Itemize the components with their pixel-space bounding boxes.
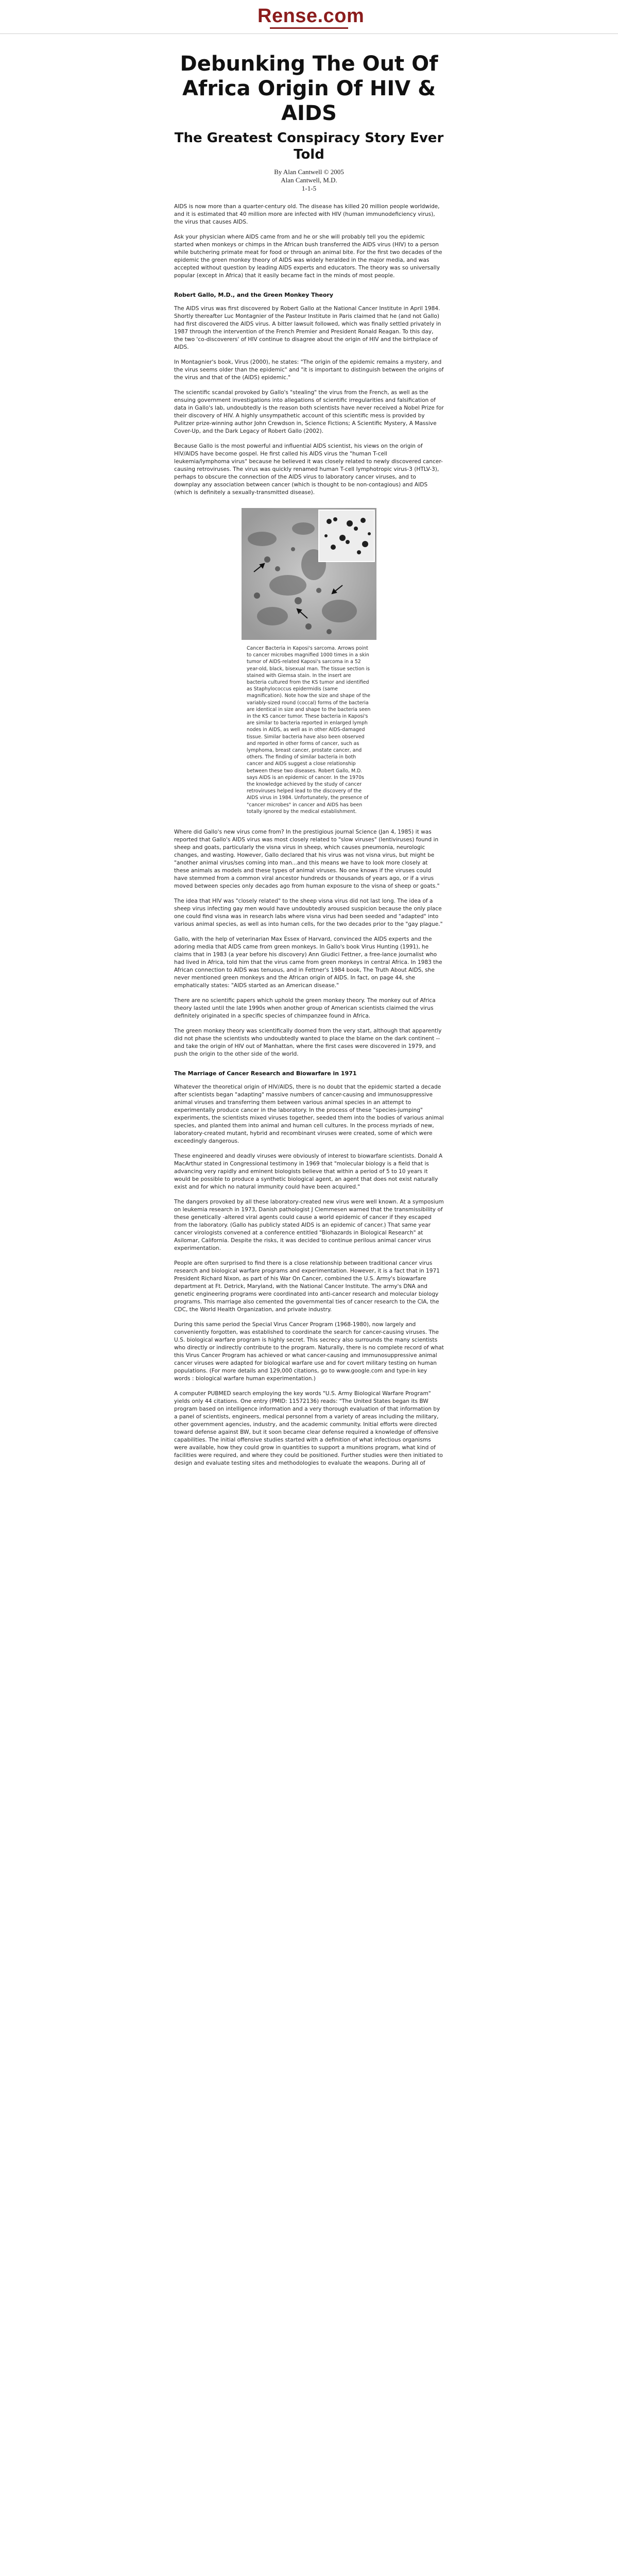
article-title: Debunking The Out Of Africa Origin Of HIV & AIDS	[180, 52, 438, 125]
article-body	[174, 203, 444, 1467]
byline-author-credential: Alan Cantwell, M.D.	[281, 176, 337, 184]
logo-underline	[270, 27, 348, 29]
paragraph: Where did Gallo's new virus come from? In the prestigious journal Science (Jan 4, 1985) it was reported that Gallo's AIDS virus was most closely related to "slow viruses" (lentiviruses) found in sheep and goats, particularly the visna virus in sheep, which causes pneumonia, neurologic changes, and wasting. However, Gallo declared that his virus was not visna virus, but might be "another animal virus/ses coming into man...and this means we have to look more closely at these animals as models and these types of animal viruses. No one knows if the viruses could have stemmed from a common viral ancestor hundreds or thousands of years ago, or if a virus moved between species only decades ago from human exposure to the visna of sheep or goats."	[174, 829, 440, 890]
paragraph: The dangers provoked by all these laboratory-created new virus were well known. At a symposium on leukemia research in 1973, Danish pathologist J Clemmesen warned that the transmissibility of these genetically -altered viral agents could cause a world epidemic of cancer if they escaped from the laboratory. (Gallo has publicly stated AIDS is an epidemic of cancer.) That same year cancer virologists convened at a conference entitled "Biohazards in Biological Research" at Asilomar, California. Despite the risks, it was decided to continue perilous animal cancer virus experimentation.	[174, 1199, 444, 1252]
paragraph: There are no scientific papers which uphold the green monkey theory. The monkey out of Africa theory lasted until the late 1990s when another group of American scientists claimed the virus definitely originated in a specific species of chimpanzee found in Africa.	[174, 997, 436, 1020]
section-heading: The Marriage of Cancer Research and Biowarfare in 1971	[174, 1070, 357, 1077]
paragraph: The idea that HIV was "closely related" to the sheep visna virus did not last long. The idea of a sheep virus infecting gay men would have undoubtedly aroused suspicion because the only place one could find visna was in research labs where visna virus had been seeded and "adapted" into various animal species, as well as into human cells, for the two decades prior to the "gay plague."	[174, 898, 443, 928]
site-logo[interactable]: Rense.com	[258, 5, 365, 27]
paragraph: The scientific scandal provoked by Gallo's "stealing" the virus from the French, as well as the ensuing government investigations into allegations of scientific irregularities and falsification of data in Gallo's lab, undoubtedly is the reason both scientists have never received a Nobel Prize for their discovery of HIV. A highly unsympathetic account of this scientific mess is provided by Pulitzer prize-winning author John Crewdson in, Science Fictions; A Scientific Mystery, A Massive Cover-Up, and the Dark Legacy of Robert Gallo (2002).	[174, 389, 444, 434]
paragraph: The AIDS virus was first discovered by Robert Gallo at the National Cancer Institute in April 1984. Shortly thereafter Luc Montagnier of the Pasteur Institute in Paris claimed that he (and not Gallo) had first discovered the AIDS virus. A bitter lawsuit followed, which was finally settled privately in 1987 through the intervention of the French Premier and President Ronald Reagan. To this day, the two 'co-discoverers' of HIV continue to disagree about the origin of HIV and the birthplace of AIDS.	[174, 306, 441, 350]
byline-author: By Alan Cantwell © 2005	[274, 168, 344, 176]
article	[174, 52, 444, 1475]
paragraph: These engineered and deadly viruses were obviously of interest to biowarfare scientists. Donald A MacArthur stated in Congressional testimony in 1969 that "molecular biology is a field that is advancing very rapidly and eminent biologists believe that within a period of 5 to 10 years it would be possible to produce a synthetic biological agent, an agent that does not exist naturally exist and for which no natural immunity could have been acquired."	[174, 1153, 443, 1191]
micrograph-photo	[242, 508, 376, 640]
paragraph: People are often surprised to find there is a close relationship between traditional cancer virus research and biological warfare programs and experimentation. However, it is a fact that in 1971 President Richard Nixon, as part of his War On Cancer, combined the U.S. Army's biowarfare department at Ft. Detrick, Maryland, with the National Cancer Institute. The army's DNA and genetic engineering programs were coordinated into anti-cancer research and molecular biology programs. This marriage also cemented the governmental ties of cancer research to the CIA, the CDC, the World Health Organization, and private industry.	[174, 1260, 440, 1313]
paragraph: Ask your physician where AIDS came from and he or she will probably tell you the epidemic started when monkeys or chimps in the African bush transferred the AIDS virus (HIV) to a person while butchering primate meat for food or through an animal bite. For the first two decades of the epidemic the green monkey theory of AIDS was widely heralded in the major media, and was accepted without question by leading AIDS experts and educators. The theory was so universally popular (except in Africa) that it easily became fact in the minds of most people.	[174, 234, 442, 279]
paragraph: AIDS is now more than a quarter-century old. The disease has killed 20 million people worldwide, and it is estimated that 40 million more are infected with HIV (human immunodeficiency virus), the virus that causes AIDS.	[174, 204, 440, 225]
site-header	[0, 0, 618, 34]
paragraph: Gallo, with the help of veterinarian Max Essex of Harvard, convinced the AIDS experts and the adoring media that AIDS came from green monkeys. In Gallo's book Virus Hunting (1991), he claims that in 1983 (a year before his discovery) Ann Giudici Fettner, a free-lance journalist who had lived in Africa, told him that the virus came from green monkeys in central Africa. In 1983 the African connection to AIDS was tenuous, and in Fettner's 1984 book, The Truth About AIDS, she never mentioned green monkeys and the African origin of AIDS. In fact, on page 44, she emphatically states: "AIDS started as an American disease."	[174, 936, 442, 989]
paragraph: During this same period the Special Virus Cancer Program (1968-1980), now largely and conveniently forgotten, was established to coordinate the search for cancer-causing viruses. The U.S. biological warfare program is highly secret. This secrecy also surrounds the many scientists who directly or indirectly contribute to the program. Naturally, there is no complete record of what this Virus Cancer Program has achieved or what cancer-causing and immunosuppressive animal cancer viruses were adapted for biological warfare use and for covert military testing on human populations. (For more details and 129,000 citations, go to www.google.com and type-in key words : biological warfare human experimentation.)	[174, 1321, 444, 1382]
paragraph: A computer PUBMED search employing the key words "U.S. Army Biological Warfare Program" yields only 44 citations. One entry (PMID: 11572136) reads: "The United States began its BW program based on intelligence information and a very thorough evaluation of that information by a panel of scientists, engineers, medical personnel from a variety of areas including the military, other government agencies, industry, and the academic community. Initial efforts were directed toward defense against BW, but it soon became clear defense required a knowledge of offensive capabilities. The initial offensive studies started with a definition of what infectious organisms were available, how they could grow in quantities to support a munitions program, what kind of facilities were required, and where they could be positioned. Further studies were then initiated to design and evaluate testing sites and methodologies to evaluate the weapons. During all of	[174, 1391, 443, 1467]
figure-caption: Cancer Bacteria in Kaposi's sarcoma. Arrows point to cancer microbes magnified 1000 times in a skin tumor of AIDS-related Kaposi's sarcoma in a 52 year-old, black, bisexual man. The tissue section is stained with Giemsa stain. In the insert are bacteria cultured from the KS tumor and identified as Staphylococcus epidermidis (same magnification). Note how the size and shape of the variably-sized round (coccal) forms of the bacteria are identical in size and shape to the bacteria seen in the KS cancer tumor. These bacteria in Kaposi's are similar to bacteria reported in enlarged lymph nodes in AIDS, as well as in other AIDS-damaged tissue. Similar bacteria have also been observed and reported in other forms of cancer, such as lymphoma, breast cancer, prostate cancer, and others. The finding of similar bacteria in both cancer and AIDS suggest a close relationship between these two diseases. Robert Gallo, M.D. says AIDS is an epidemic of cancer. In the 1970s the knowledge achieved by the study of cancer retroviruses helped lead to the discovery of the AIDS virus in 1984. Unfortunately, the presence of "cancer microbes" in cancer and AIDS has been totally ignored by the medical establishment.	[247, 646, 371, 815]
byline	[174, 168, 444, 193]
paragraph: Whatever the theoretical origin of HIV/AIDS, there is no doubt that the epidemic started a decade after scientists began "adapting" massive numbers of cancer-causing and immunosuppressive animal viruses and transferring them between various animal species in an attempt to experimentally produce cancer in the laboratory. In the process of these "species-jumping" experiments, the scientists mixed viruses together, seeded them into the bodies of various animal species, and planted them into animal and human cell cultures. In the process myriads of new, laboratory-created mutant, hybrid and recombinant viruses were created, some of which were exceedingly dangerous.	[174, 1084, 444, 1145]
article-subtitle: The Greatest Conspiracy Story Ever Told	[174, 130, 444, 162]
figure	[242, 508, 376, 815]
paragraph: The green monkey theory was scientifically doomed from the very start, although that apparently did not phase the scientists who undoubtedly wanted to place the blame on the dark continent -- and take the origin of HIV out of Manhattan, where the first cases were discovered in 1979, and push the origin to the other side of the world.	[174, 1028, 442, 1058]
section-heading: Robert Gallo, M.D., and the Green Monkey Theory	[174, 292, 334, 298]
byline-date: 1-1-5	[301, 184, 317, 192]
paragraph: Because Gallo is the most powerful and influential AIDS scientist, his views on the origin of HIV/AIDS have become gospel. He first called his AIDS virus the "human T-cell leukemia/lymphoma virus" because he believed it was closely related to newly discovered cancer-causing retroviruses. The virus was quickly renamed human T-cell lymphotropic virus-3 (HTLV-3), perhaps to obscure the connection of the AIDS virus to laboratory cancer viruses, and to downplay any association between cancer (which is thought to be non-contagious) and AIDS (which is definitely a sexually-transmitted disease).	[174, 443, 443, 496]
paragraph: In Montagnier's book, Virus (2000), he states: "The origin of the epidemic remains a mystery, and the virus seems older than the epidemic" and "it is important to distinguish between the origins of the virus and that of the (AIDS) epidemic."	[174, 359, 444, 381]
micrograph-illustration	[242, 508, 376, 640]
